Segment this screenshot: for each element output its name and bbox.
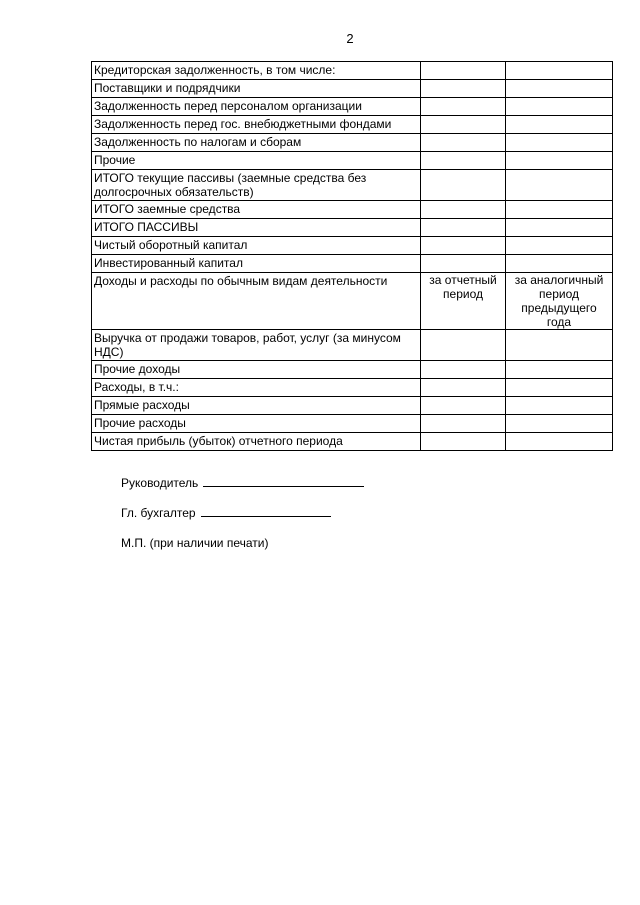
row-label: Чистая прибыль (убыток) отчетного периода bbox=[92, 433, 421, 451]
current-period-cell bbox=[421, 397, 506, 415]
table-row bbox=[92, 134, 613, 152]
current-period-cell bbox=[421, 80, 506, 98]
row-label: ИТОГО заемные средства bbox=[92, 201, 421, 219]
table-row bbox=[92, 273, 613, 330]
current-period-cell bbox=[421, 219, 506, 237]
current-period-cell bbox=[421, 415, 506, 433]
accountant-signature-field bbox=[201, 505, 331, 517]
current-period-cell bbox=[421, 237, 506, 255]
table-row bbox=[92, 152, 613, 170]
current-period-cell bbox=[421, 201, 506, 219]
current-period-cell bbox=[421, 379, 506, 397]
table-row bbox=[92, 379, 613, 397]
previous-period-cell bbox=[506, 134, 613, 152]
table-row bbox=[92, 201, 613, 219]
previous-period-cell bbox=[506, 219, 613, 237]
previous-period-cell bbox=[506, 361, 613, 379]
table-row bbox=[92, 330, 613, 361]
row-label: Доходы и расходы по обычным видам деятельности bbox=[92, 273, 421, 330]
table-row bbox=[92, 80, 613, 98]
row-label: Инвестированный капитал bbox=[92, 255, 421, 273]
current-period-cell bbox=[421, 134, 506, 152]
row-label: Задолженность перед персоналом организации bbox=[92, 98, 421, 116]
row-label: Прочие доходы bbox=[92, 361, 421, 379]
row-label: Выручка от продажи товаров, работ, услуг (за минусом НДС) bbox=[92, 330, 421, 361]
previous-period-cell bbox=[506, 170, 613, 201]
current-period-cell bbox=[421, 433, 506, 451]
table-row bbox=[92, 255, 613, 273]
financial-table bbox=[91, 61, 613, 451]
current-period-cell bbox=[421, 330, 506, 361]
table-row bbox=[92, 415, 613, 433]
current-period-cell bbox=[421, 62, 506, 80]
table-row bbox=[92, 433, 613, 451]
row-label: Прочие расходы bbox=[92, 415, 421, 433]
row-label: ИТОГО текущие пассивы (заемные средства без долгосрочных обязательств) bbox=[92, 170, 421, 201]
previous-period-cell bbox=[506, 433, 613, 451]
row-label: Задолженность по налогам и сборам bbox=[92, 134, 421, 152]
previous-period-cell bbox=[506, 80, 613, 98]
previous-period-cell bbox=[506, 201, 613, 219]
accountant-signature-line bbox=[121, 505, 331, 521]
previous-period-cell bbox=[506, 379, 613, 397]
row-label: Чистый оборотный капитал bbox=[92, 237, 421, 255]
previous-period-cell bbox=[506, 237, 613, 255]
row-label: Кредиторская задолженность, в том числе: bbox=[92, 62, 421, 80]
current-period-cell bbox=[421, 98, 506, 116]
table-row bbox=[92, 237, 613, 255]
previous-period-cell: за аналогичный период предыдущего года bbox=[506, 273, 613, 330]
table-row bbox=[92, 116, 613, 134]
table-row bbox=[92, 397, 613, 415]
previous-period-cell bbox=[506, 397, 613, 415]
current-period-cell bbox=[421, 361, 506, 379]
row-label: Прямые расходы bbox=[92, 397, 421, 415]
previous-period-cell bbox=[506, 98, 613, 116]
accountant-label: Гл. бухгалтер bbox=[121, 506, 196, 520]
current-period-cell: за отчетный период bbox=[421, 273, 506, 330]
table-row bbox=[92, 62, 613, 80]
row-label: Поставщики и подрядчики bbox=[92, 80, 421, 98]
previous-period-cell bbox=[506, 415, 613, 433]
previous-period-cell bbox=[506, 62, 613, 80]
previous-period-cell bbox=[506, 152, 613, 170]
head-label: Руководитель bbox=[121, 476, 199, 490]
stamp-line bbox=[121, 535, 268, 551]
row-label: Прочие bbox=[92, 152, 421, 170]
row-label: Расходы, в т.ч.: bbox=[92, 379, 421, 397]
table-row bbox=[92, 361, 613, 379]
page-number: 2 bbox=[346, 31, 354, 46]
table-row bbox=[92, 98, 613, 116]
head-signature-field bbox=[203, 475, 364, 487]
previous-period-cell bbox=[506, 255, 613, 273]
current-period-cell bbox=[421, 152, 506, 170]
row-label: ИТОГО ПАССИВЫ bbox=[92, 219, 421, 237]
current-period-cell bbox=[421, 116, 506, 134]
current-period-cell bbox=[421, 170, 506, 201]
table-row bbox=[92, 219, 613, 237]
table-row bbox=[92, 170, 613, 201]
stamp-label: М.П. (при наличии печати) bbox=[121, 536, 269, 550]
row-label: Задолженность перед гос. внебюджетными фондами bbox=[92, 116, 421, 134]
head-signature-line bbox=[121, 475, 364, 491]
current-period-cell bbox=[421, 255, 506, 273]
previous-period-cell bbox=[506, 330, 613, 361]
previous-period-cell bbox=[506, 116, 613, 134]
